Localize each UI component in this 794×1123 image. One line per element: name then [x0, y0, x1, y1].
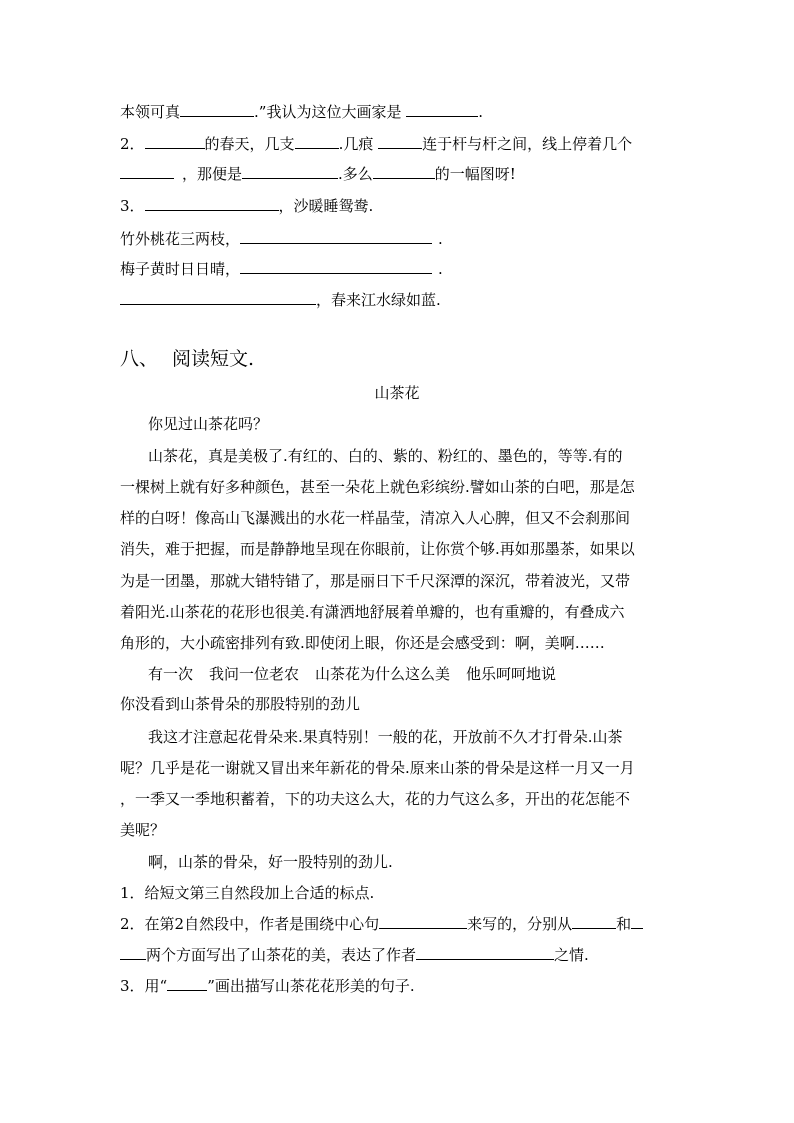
paragraph-4-line: 美呢？: [120, 821, 166, 839]
text: 来写的，分别从: [467, 915, 573, 933]
question-3: [120, 976, 415, 996]
section-number: 八、: [120, 348, 159, 370]
blank[interactable]: [180, 102, 254, 117]
text: 之情.: [554, 946, 589, 964]
paragraph-2-line: 角形的，大小疏密排列有致.即使闭上眼，你还是会感受到：啊，美啊……: [120, 634, 605, 652]
blank[interactable]: [406, 102, 478, 117]
blank[interactable]: [240, 229, 432, 244]
blank[interactable]: [572, 914, 616, 929]
phrase: 有一次: [148, 665, 194, 683]
question-2-line: [120, 945, 589, 965]
text: 两个方面写出了山茶花的美，表达了作者: [146, 946, 417, 964]
fill-line-6: [120, 259, 443, 279]
text: 2．: [120, 135, 145, 153]
blank[interactable]: [631, 914, 643, 929]
paragraph-2-line: 样的白呀！像高山飞瀑溅出的水花一样晶莹，清凉入人心脾，但又不会刹那间: [120, 509, 631, 527]
blank[interactable]: [378, 134, 422, 149]
blank[interactable]: [379, 914, 467, 929]
text: 本领可真: [120, 103, 181, 121]
text: 竹外桃花三两枝，: [120, 230, 241, 248]
blank[interactable]: [120, 290, 316, 305]
text: 连于杆与杆之间，线上停着几个: [422, 135, 633, 153]
text: 梅子黄时日日晴，: [120, 260, 241, 278]
text: 3．: [120, 197, 145, 215]
blank[interactable]: [145, 196, 279, 211]
phrase: 我问一位老农: [209, 665, 300, 683]
text: ，那便是: [182, 165, 243, 183]
paragraph-4-line: 呢？几乎是花一谢就又冒出来年新花的骨朵.原来山茶的骨朵是这样一月又一月: [120, 759, 635, 777]
fill-line-4: [120, 196, 373, 216]
text: 的春天，几支: [204, 135, 295, 153]
fill-line-3: [120, 164, 516, 184]
text: .: [438, 260, 443, 278]
text: 3．用“: [120, 977, 168, 995]
phrase: 山茶花为什么这么美: [315, 665, 451, 683]
paragraph-2-line: 消失，难于把握，而是静静地呈现在你眼前，让你赏个够.再如那墨茶，如果以: [120, 540, 635, 558]
article-title: 山茶花: [374, 384, 420, 402]
paragraph-2-line: 着阳光.山茶花的花形也很美.有潇洒地舒展着单瓣的，也有重瓣的，有叠成六: [120, 603, 625, 621]
text: ”画出描写山茶花花形美的句子.: [207, 977, 415, 995]
paragraph-2-line: 为是一团墨，那就大错特错了，那是丽日下千尺深潭的深沉，带着波光，又带: [120, 572, 631, 590]
blank[interactable]: [120, 945, 146, 960]
paragraph-2-line: 一棵树上就有好多种颜色，甚至一朵花上就色彩缤纷.譬如山茶的白吧，那是怎: [120, 478, 635, 496]
fill-line-5: [120, 229, 443, 249]
text: 的一幅图呀!: [434, 165, 516, 183]
blank[interactable]: [120, 164, 174, 179]
blank[interactable]: [242, 164, 338, 179]
fill-line-1: [120, 102, 483, 122]
blank[interactable]: [373, 164, 435, 179]
paragraph-2-line: 山茶花，真是美极了.有红的、白的、紫的、粉红的、墨色的，等等.有的: [148, 447, 623, 465]
text: .: [478, 103, 484, 121]
paragraph-3-line: [148, 664, 556, 684]
paragraph-4-line: 我这才注意起花骨朵来.果真特别！一般的花，开放前不久才打骨朵.山茶: [148, 728, 623, 746]
text: ，春来江水绿如蓝.: [316, 291, 441, 309]
fill-line-7: [120, 290, 441, 310]
text: .几痕: [338, 135, 379, 153]
paragraph-5: 啊，山茶的骨朵，好一股特别的劲儿.: [148, 853, 393, 871]
text: 和: [616, 915, 632, 933]
question-2-line: [120, 914, 643, 934]
section-heading: [120, 347, 254, 371]
blank[interactable]: [145, 134, 205, 149]
text: .多么: [338, 165, 373, 183]
text: 2．在第2自然段中，作者是围绕中心句: [120, 915, 380, 933]
blank[interactable]: [416, 945, 554, 960]
blank[interactable]: [240, 259, 432, 274]
text: .”我认为这位大画家是: [254, 103, 407, 121]
text: .: [438, 230, 443, 248]
text: ，沙暖睡鸳鸯.: [278, 197, 374, 215]
question-1: 1．给短文第三自然段加上合适的标点.: [120, 884, 375, 902]
underline-sample: [167, 976, 207, 991]
section-title: 阅读短文.: [172, 348, 255, 370]
paragraph-4-line: ，一季又一季地积蓄着，下的功夫这么大，花的力气这么多，开出的花怎能不: [120, 790, 631, 808]
fill-line-2: [120, 134, 632, 154]
blank[interactable]: [295, 134, 339, 149]
paragraph-3-line: 你没看到山茶骨朵的那股特别的劲儿: [120, 695, 361, 713]
paragraph-1: 你见过山茶花吗？: [148, 415, 269, 433]
phrase: 他乐呵呵地说: [466, 665, 557, 683]
